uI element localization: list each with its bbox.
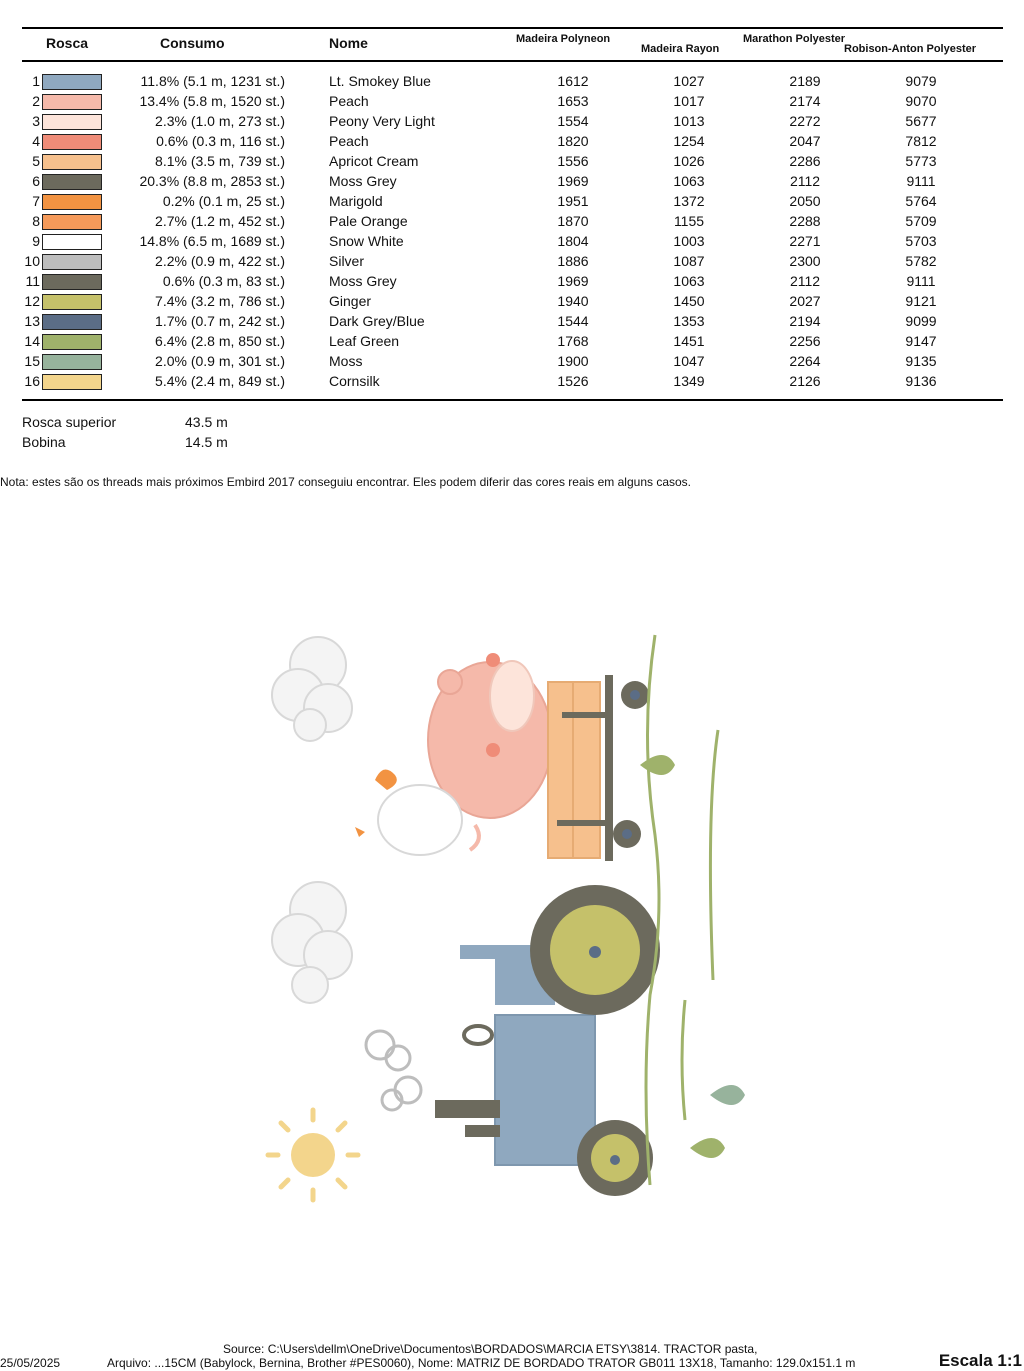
disclaimer-note: Nota: estes são os threads mais próximos Embird 2017 conseguiu encontrar. Eles podem diferir das cores reais em alguns casos.	[0, 475, 692, 489]
bobina-label: Bobina	[22, 434, 66, 450]
madeira-rayon-code: 1026	[673, 153, 705, 169]
sun-icon	[268, 1110, 358, 1200]
robison-anton-code: 9147	[905, 333, 937, 349]
marathon-polyester-code: 2112	[789, 273, 821, 289]
cloud-bottom-icon	[272, 882, 352, 1003]
print-date: 25/05/2025	[0, 1356, 61, 1370]
thread-number: 12	[24, 293, 40, 309]
header-bottom-rule	[22, 60, 1003, 62]
marathon-polyester-code: 2189	[789, 73, 821, 89]
header-rosca: Rosca	[46, 35, 89, 51]
color-swatch	[42, 354, 102, 370]
grass-icon	[646, 635, 718, 1185]
robison-anton-code: 9135	[905, 353, 937, 369]
marathon-polyester-code: 2194	[789, 313, 821, 329]
thread-consumption: 0.6% (0.3 m, 116 st.)	[156, 133, 285, 149]
marathon-polyester-code: 2174	[789, 93, 821, 109]
thread-name: Ginger	[329, 293, 372, 309]
color-swatch	[42, 94, 102, 110]
cloud-top-icon	[272, 637, 352, 741]
thread-name: Moss Grey	[329, 173, 397, 189]
thread-consumption: 2.0% (0.9 m, 301 st.)	[155, 353, 285, 369]
color-swatch	[42, 334, 102, 350]
marathon-polyester-code: 2286	[789, 153, 821, 169]
thread-consumption: 5.4% (2.4 m, 849 st.)	[155, 373, 285, 389]
robison-anton-code: 9111	[906, 273, 936, 289]
thread-name: Lt. Smokey Blue	[329, 73, 431, 89]
madeira-polyneon-code: 1612	[557, 73, 589, 89]
madeira-polyneon-code: 1554	[557, 113, 589, 129]
thread-name: Marigold	[329, 193, 383, 209]
thread-consumption: 7.4% (3.2 m, 786 st.)	[155, 293, 285, 309]
thread-name: Leaf Green	[329, 333, 400, 349]
thread-table	[0, 72, 1024, 392]
header-robison-anton: Robison-Anton Polyester	[844, 43, 977, 55]
robison-anton-code: 5773	[905, 153, 937, 169]
source-path: Source: C:\Users\dellm\OneDrive\Documentos\BORDADOS\MARCIA ETSY\3814. TRACTOR pasta,	[223, 1342, 758, 1356]
color-swatch	[42, 294, 102, 310]
table-row	[0, 252, 1024, 272]
thread-name: Moss Grey	[329, 273, 397, 289]
table-row	[0, 272, 1024, 292]
robison-anton-code: 9099	[905, 313, 937, 329]
header-madeira-polyneon: Madeira Polyneon	[516, 33, 611, 45]
marathon-polyester-code: 2112	[789, 173, 821, 189]
robison-anton-code: 5677	[905, 113, 937, 129]
rosca-superior-value: 43.5 m	[185, 414, 228, 430]
robison-anton-code: 9070	[905, 93, 937, 109]
file-info: Arquivo: ...15CM (Babylock, Bernina, Brother #PES0060), Nome: MATRIZ DE BORDADO TRATOR GB011 13X18, Tamanho: 129.0x151.1 m	[107, 1356, 856, 1370]
thread-number: 14	[24, 333, 40, 349]
tractor-icon	[435, 885, 660, 1196]
madeira-rayon-code: 1087	[673, 253, 705, 269]
thread-number: 13	[24, 313, 40, 329]
thread-consumption: 11.8% (5.1 m, 1231 st.)	[140, 73, 285, 89]
thread-number: 9	[32, 233, 40, 249]
thread-number: 10	[24, 253, 40, 269]
table-row	[0, 292, 1024, 312]
thread-name: Snow White	[329, 233, 404, 249]
madeira-rayon-code: 1017	[673, 93, 705, 109]
thread-number: 1	[32, 73, 40, 89]
header-madeira-rayon: Madeira Rayon	[641, 43, 720, 55]
madeira-polyneon-code: 1653	[557, 93, 589, 109]
madeira-rayon-code: 1155	[673, 213, 705, 229]
color-swatch	[42, 214, 102, 230]
madeira-rayon-code: 1372	[673, 193, 705, 209]
madeira-rayon-code: 1349	[673, 373, 705, 389]
thread-number: 4	[32, 133, 40, 149]
header-marathon-polyester: Marathon Polyester	[743, 33, 846, 45]
thread-consumption: 1.7% (0.7 m, 242 st.)	[155, 313, 285, 329]
thread-number: 5	[32, 153, 40, 169]
robison-anton-code: 5709	[905, 213, 937, 229]
smoke-icon	[366, 1031, 421, 1110]
madeira-polyneon-code: 1969	[557, 273, 589, 289]
table-row	[0, 372, 1024, 392]
table-row	[0, 112, 1024, 132]
thread-number: 16	[24, 373, 40, 389]
madeira-rayon-code: 1047	[673, 353, 705, 369]
madeira-polyneon-code: 1526	[557, 373, 589, 389]
madeira-polyneon-code: 1900	[557, 353, 589, 369]
madeira-polyneon-code: 1886	[557, 253, 589, 269]
robison-anton-code: 5703	[905, 233, 937, 249]
thread-consumption: 14.8% (6.5 m, 1689 st.)	[139, 233, 285, 249]
table-row	[0, 172, 1024, 192]
color-swatch	[42, 234, 102, 250]
thread-number: 15	[24, 353, 40, 369]
color-swatch	[42, 134, 102, 150]
marathon-polyester-code: 2300	[789, 253, 821, 269]
table-row	[0, 212, 1024, 232]
madeira-rayon-code: 1451	[673, 333, 705, 349]
bobina-value: 14.5 m	[185, 434, 228, 450]
header-consumo: Consumo	[160, 35, 225, 51]
thread-number: 8	[32, 213, 40, 229]
marathon-polyester-code: 2271	[789, 233, 821, 249]
robison-anton-code: 9121	[905, 293, 937, 309]
table-row	[0, 72, 1024, 92]
robison-anton-code: 5764	[905, 193, 937, 209]
thread-number: 2	[32, 93, 40, 109]
marathon-polyester-code: 2272	[789, 113, 821, 129]
madeira-polyneon-code: 1556	[557, 153, 589, 169]
robison-anton-code: 9079	[905, 73, 937, 89]
table-row	[0, 152, 1024, 172]
thread-consumption: 0.2% (0.1 m, 25 st.)	[162, 193, 285, 209]
color-swatch	[42, 274, 102, 290]
madeira-polyneon-code: 1544	[557, 313, 589, 329]
madeira-polyneon-code: 1940	[557, 293, 589, 309]
marathon-polyester-code: 2288	[789, 213, 821, 229]
color-swatch	[42, 114, 102, 130]
color-swatch	[42, 154, 102, 170]
thread-name: Silver	[329, 253, 365, 269]
thread-consumption: 13.4% (5.8 m, 1520 st.)	[139, 93, 285, 109]
wagon-icon	[548, 675, 649, 861]
color-swatch	[42, 374, 102, 390]
thread-name: Pale Orange	[329, 213, 408, 229]
thread-number: 3	[32, 113, 40, 129]
marathon-polyester-code: 2047	[789, 133, 821, 149]
thread-consumption: 8.1% (3.5 m, 739 st.)	[155, 153, 285, 169]
robison-anton-code: 9111	[906, 173, 936, 189]
marathon-polyester-code: 2126	[789, 373, 821, 389]
madeira-rayon-code: 1063	[673, 273, 705, 289]
madeira-rayon-code: 1003	[673, 233, 705, 249]
madeira-rayon-code: 1027	[673, 73, 705, 89]
color-swatch	[42, 174, 102, 190]
thread-consumption: 0.6% (0.3 m, 83 st.)	[162, 273, 285, 289]
table-row	[0, 132, 1024, 152]
thread-consumption: 2.7% (1.2 m, 452 st.)	[155, 213, 285, 229]
thread-number: 7	[32, 193, 40, 209]
thread-name: Apricot Cream	[329, 153, 419, 169]
scale-label: Escala 1:1	[938, 1351, 1022, 1370]
thread-name: Moss	[329, 353, 363, 369]
thread-name: Peach	[329, 133, 369, 149]
madeira-rayon-code: 1063	[673, 173, 705, 189]
table-row	[0, 332, 1024, 352]
table-top-rule	[22, 27, 1003, 29]
marathon-polyester-code: 2264	[789, 353, 821, 369]
table-row	[0, 192, 1024, 212]
thread-number: 6	[32, 173, 40, 189]
color-swatch	[42, 254, 102, 270]
madeira-polyneon-code: 1768	[557, 333, 589, 349]
madeira-polyneon-code: 1820	[557, 133, 589, 149]
color-swatch	[42, 74, 102, 90]
marathon-polyester-code: 2050	[789, 193, 821, 209]
table-row	[0, 352, 1024, 372]
thread-consumption: 20.3% (8.8 m, 2853 st.)	[139, 173, 285, 189]
madeira-rayon-code: 1254	[673, 133, 705, 149]
madeira-polyneon-code: 1870	[557, 213, 589, 229]
color-swatch	[42, 194, 102, 210]
thread-name: Peony Very Light	[329, 113, 435, 129]
thread-consumption: 2.2% (0.9 m, 422 st.)	[155, 253, 285, 269]
table-row	[0, 312, 1024, 332]
marathon-polyester-code: 2027	[789, 293, 821, 309]
thread-name: Peach	[329, 93, 369, 109]
table-row	[0, 92, 1024, 112]
madeira-polyneon-code: 1804	[557, 233, 589, 249]
table-bottom-rule	[22, 399, 1003, 401]
robison-anton-code: 9136	[905, 373, 937, 389]
table-row	[0, 232, 1024, 252]
madeira-rayon-code: 1013	[673, 113, 705, 129]
rosca-superior-label: Rosca superior	[22, 414, 117, 430]
robison-anton-code: 7812	[905, 133, 937, 149]
thread-name: Dark Grey/Blue	[329, 313, 425, 329]
marathon-polyester-code: 2256	[789, 333, 821, 349]
madeira-polyneon-code: 1969	[557, 173, 589, 189]
header-nome: Nome	[329, 35, 368, 51]
thread-number: 11	[25, 273, 40, 289]
color-swatch	[42, 314, 102, 330]
madeira-rayon-code: 1450	[673, 293, 705, 309]
robison-anton-code: 5782	[905, 253, 937, 269]
thread-name: Cornsilk	[329, 373, 380, 389]
thread-consumption: 6.4% (2.8 m, 850 st.)	[155, 333, 285, 349]
thread-consumption: 2.3% (1.0 m, 273 st.)	[155, 113, 285, 129]
madeira-rayon-code: 1353	[673, 313, 705, 329]
madeira-polyneon-code: 1951	[557, 193, 589, 209]
embroidery-design-preview	[250, 620, 780, 1220]
